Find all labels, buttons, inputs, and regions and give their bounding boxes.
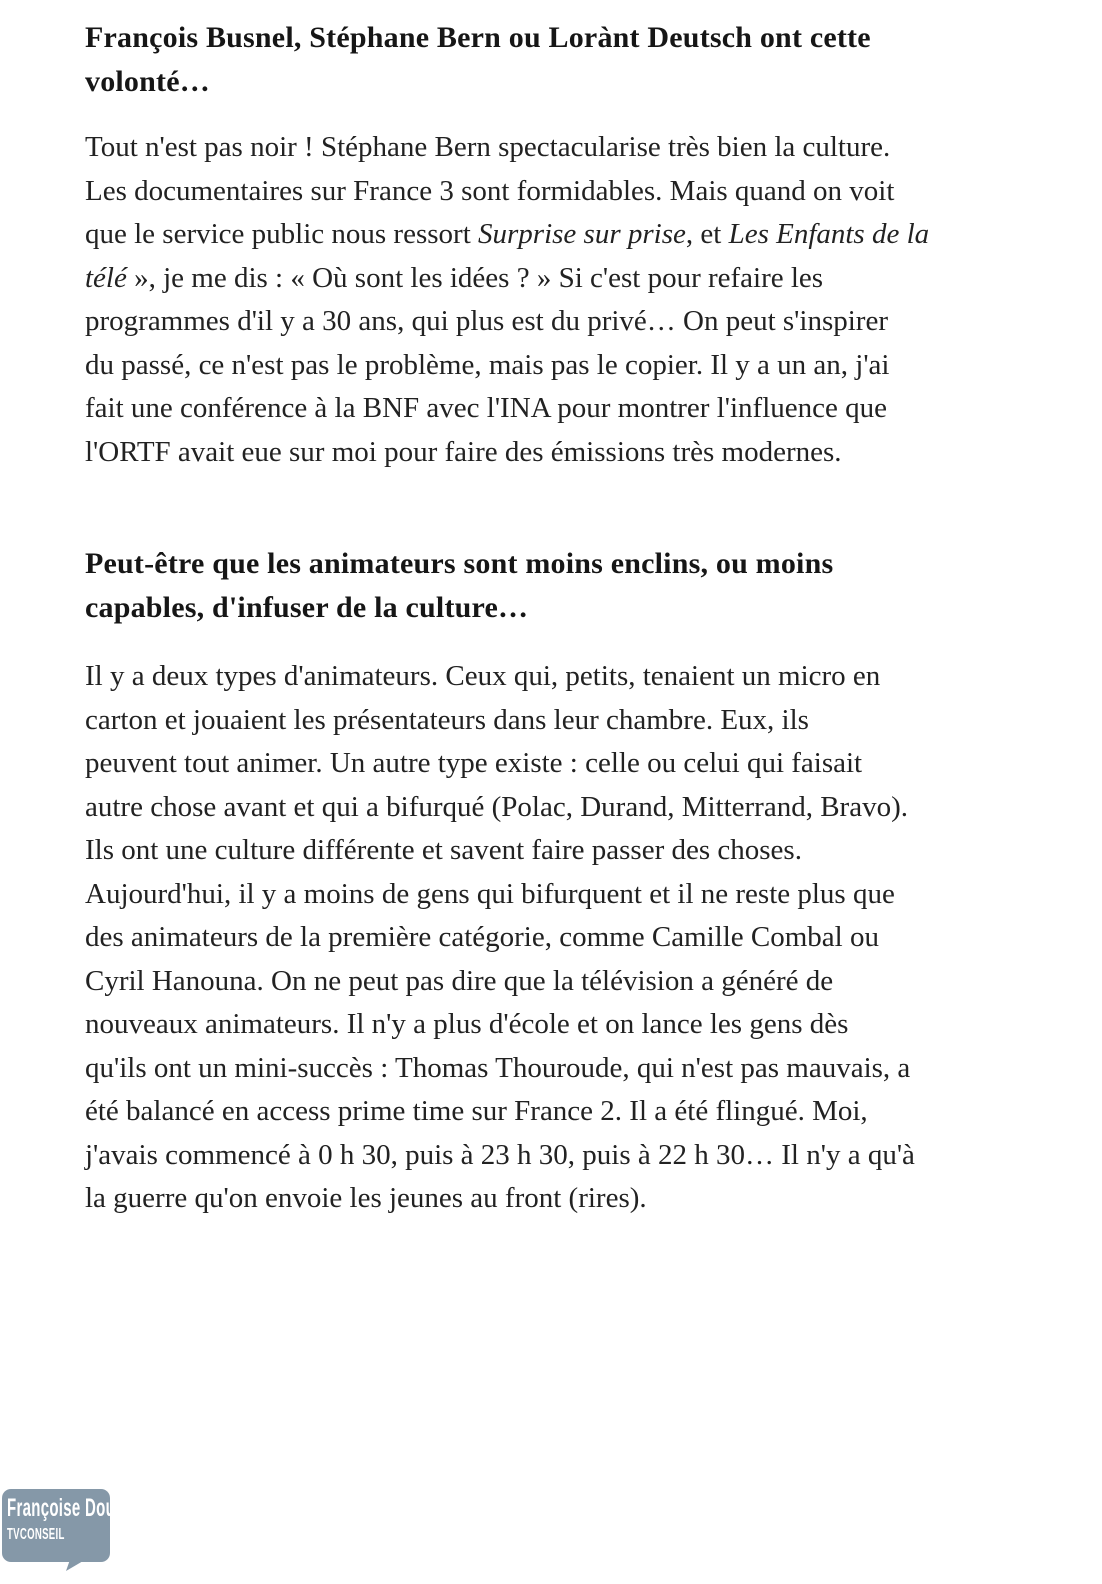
text-line: Ils ont une culture différente et savent faire passer des choses. [85, 834, 802, 866]
interview-question-heading-2 [85, 542, 1075, 629]
article-body [85, 16, 1075, 1221]
text-line: François Busnel, Stéphane Bern ou Lorànt Deutsch ont cette [85, 21, 871, 54]
text-line: fait une conférence à la BNF avec l'INA pour montrer l'influence que [85, 392, 887, 424]
text-line: nouveaux animateurs. Il n'y a plus d'école et on lance les gens dès [85, 1008, 849, 1040]
text-line: programmes d'il y a 30 ans, qui plus est du privé… On peut s'inspirer [85, 305, 888, 337]
text-line: carton et jouaient les présentateurs dans leur chambre. Eux, ils [85, 703, 809, 736]
logo-francoise-doux-tvconseil [0, 1489, 140, 1584]
text-line: Peut-être que les animateurs sont moins enclins, ou moins [85, 547, 834, 580]
text-line: j'avais commencé à 0 h 30, puis à 23 h 30, puis à 22 h 30… Il n'y a qu'à [85, 1138, 915, 1171]
logo-tagline: TVCONSEIL [7, 1526, 65, 1543]
text-line: capables, d'infuser de la culture… [85, 590, 529, 624]
text-line: été balancé en access prime time sur France 2. Il a été flingué. Moi, [85, 1095, 868, 1127]
text-line: télé », je me dis : « Où sont les idées ? » Si c'est pour refaire les [85, 261, 824, 294]
text-line: que le service public nous ressort Surprise sur prise, et Les Enfants de la [85, 218, 930, 250]
text-line: Tout n'est pas noir ! Stéphane Bern spectacularise très bien la culture. [85, 131, 891, 163]
text-line: des animateurs de la première catégorie, comme Camille Combal ou [85, 921, 879, 953]
interview-question-heading-1 [85, 16, 1075, 103]
text-line: autre chose avant et qui a bifurqué (Polac, Durand, Mitterrand, Bravo). [85, 790, 908, 823]
interview-answer-paragraph-1 [85, 126, 1075, 474]
text-line: du passé, ce n'est pas le problème, mais pas le copier. Il y a un an, j'ai [85, 348, 890, 381]
interview-answer-paragraph-2 [85, 655, 1075, 1221]
text-line: Il y a deux types d'animateurs. Ceux qui, petits, tenaient un micro en [85, 660, 881, 692]
text-line: qu'ils ont un mini-succès : Thomas Thouroude, qui n'est pas mauvais, a [85, 1051, 911, 1084]
text-line: volonté… [85, 64, 210, 98]
logo-name: Françoise Doux [7, 1494, 124, 1522]
text-line: l'ORTF avait eue sur moi pour faire des émissions très modernes. [85, 435, 842, 468]
speech-bubble-tail-icon [0, 1554, 110, 1584]
text-line: Aujourd'hui, il y a moins de gens qui bifurquent et il ne reste plus que [85, 877, 895, 910]
text-line: la guerre qu'on envoie les jeunes au front (rires). [85, 1182, 647, 1214]
text-line: peuvent tout animer. Un autre type existe : celle ou celui qui faisait [85, 747, 863, 779]
text-line: Cyril Hanouna. On ne peut pas dire que la télévision a généré de [85, 964, 834, 997]
text-line: Les documentaires sur France 3 sont formidables. Mais quand on voit [85, 174, 895, 207]
